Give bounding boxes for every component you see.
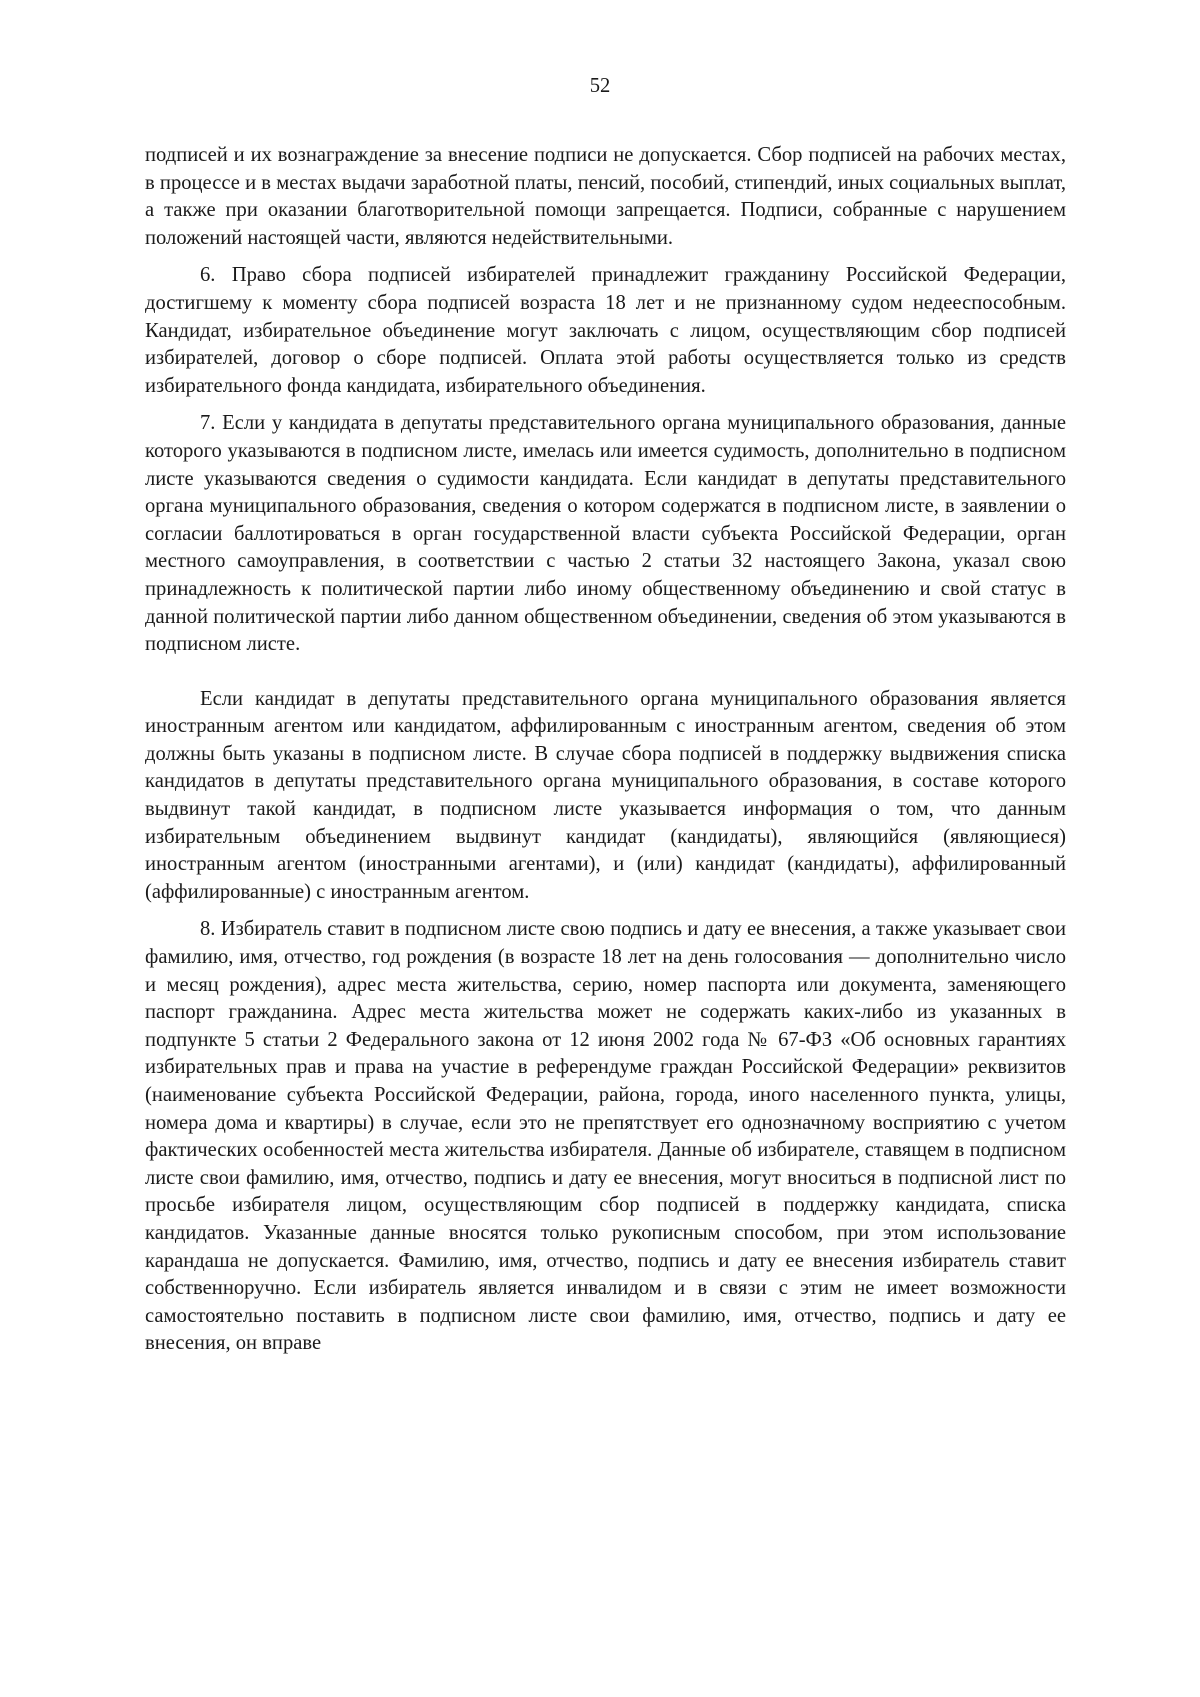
- page-number: 52: [589, 75, 611, 97]
- paragraph-item-8: 8. Избиратель ставит в подписном листе свою подпись и дату ее внесения, а также указывает свои фамилию, имя, отчество, год рождения (в возрасте 18 лет на день голосования — дополнительно число и месяц рождения), адрес места жительства, серию, номер паспорта или документа, заменяющего паспорт гражданина. Адрес места жительства может не содержать каких-либо из указанных в подпункте 5 статьи 2 Федерального закона от 12 июня 2002 года № 67-ФЗ «Об основных гарантиях избирательных прав и права на участие в референдуме граждан Российской Федерации» реквизитов (наименование субъекта Российской Федерации, района, города, иного населенного пункта, улицы, номера дома и квартиры) в случае, если это не препятствует его однозначному восприятию с учетом фактических особенностей места жительства избирателя. Данные об избирателе, ставящем в подписном листе свои фамилию, имя, отчество, подпись и дату ее внесения, могут вноситься в подписной лист по просьбе избирателя лицом, осуществляющим сбор подписей в поддержку кандидата, списка кандидатов. Указанные данные вносятся только рукописным способом, при этом использование карандаша не допускается. Фамилию, имя, отчество, подпись и дату ее внесения избиратель ставит собственноручно. Если избиратель является инвалидом и в связи с этим не имеет возможности самостоятельно поставить в подписном листе свои фамилию, имя, отчество, подпись и дату ее внесения, он вправе: [145, 918, 1066, 1355]
- document-body: [145, 142, 1066, 1368]
- paragraph-item-6: 6. Право сбора подписей избирателей принадлежит гражданину Российской Федерации, достигшему к моменту сбора подписей возраста 18 лет и не признанному судом недееспособным. Кандидат, избирательное объединение могут заключать с лицом, осуществляющим сбор подписей избирателей, договор о сборе подписей. Оплата этой работы осуществляется только из средств избирательного фонда кандидата, избирательного объединения.: [145, 264, 1066, 397]
- paragraph-continuation: подписей и их вознаграждение за внесение подписи не допускается. Сбор подписей на рабочих местах, в процессе и в местах выдачи заработной платы, пенсий, пособий, стипендий, иных социальных выплат, а также при оказании благотворительной помощи запрещается. Подписи, собранные с нарушением положений настоящей части, являются недействительными.: [145, 144, 1066, 249]
- paragraph-item-7: 7. Если у кандидата в депутаты представительного органа муниципального образования, данные которого указываются в подписном листе, имелась или имеется судимость, дополнительно в подписном листе указываются сведения о судимости кандидата. Если кандидат в депутаты представительного органа муниципального образования, сведения о котором содержатся в подписном листе, в заявлении о согласии баллотироваться в орган государственной власти субъекта Российской Федерации, орган местного самоуправления, в соответствии с частью 2 статьи 32 настоящего Закона, указал свою принадлежность к политической партии либо иному общественному объединению и свой статус в данной политической партии либо данном общественном объединении, сведения об этом указываются в подписном листе.: [145, 412, 1066, 656]
- paragraph-foreign-agent: Если кандидат в депутаты представительного органа муниципального образования является иностранным агентом или кандидатом, аффилированным с иностранным агентом, сведения об этом должны быть указаны в подписном листе. В случае сбора подписей в поддержку выдвижения списка кандидатов в депутаты представительного органа муниципального образования, в составе которого выдвинут такой кандидат, в подписном листе указывается информация о том, что данным избирательным объединением выдвинут кандидат (кандидаты), являющийся (являющиеся) иностранным агентом (иностранными агентами), и (или) кандидат (кандидаты), аффилированный (аффилированные) с иностранным агентом.: [145, 687, 1066, 903]
